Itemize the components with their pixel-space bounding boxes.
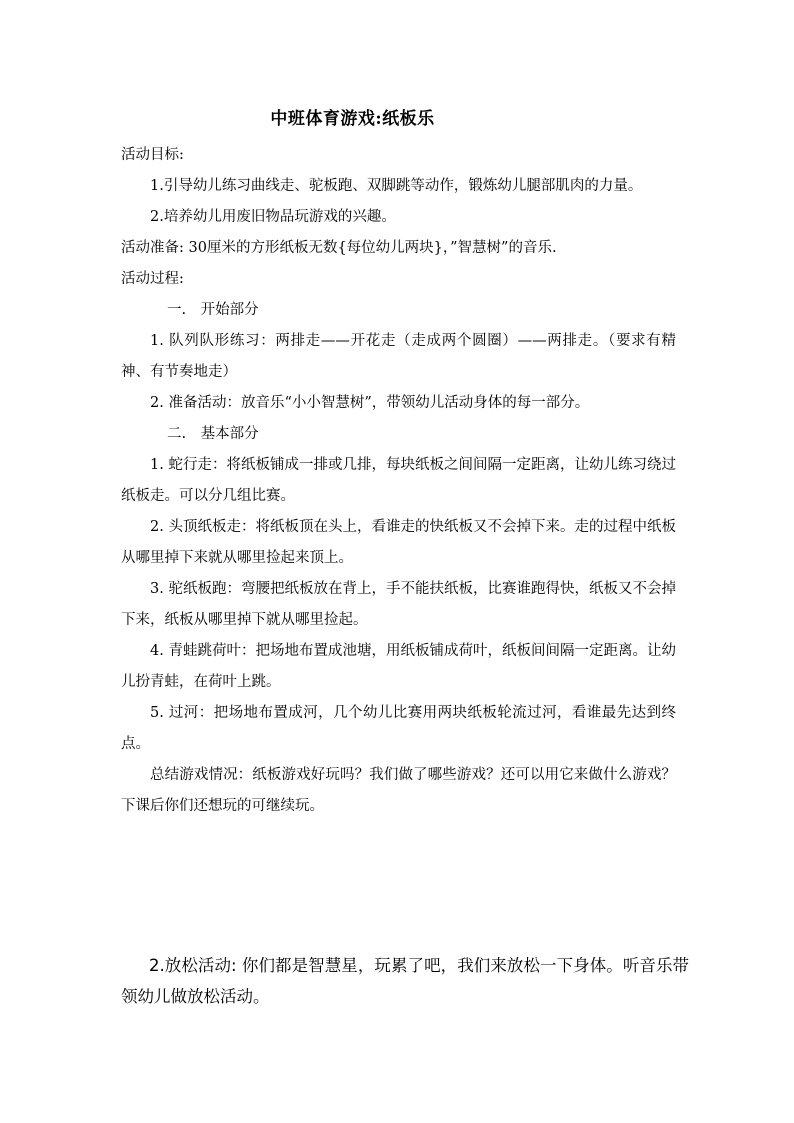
part-two-heading: 二. 基本部分	[167, 426, 259, 442]
goal-item-2: 2.培养幼儿用废旧物品玩游戏的兴趣。	[150, 209, 396, 225]
relax-activity-text: 2.放松活动: 你们都是智慧星，玩累了吧，我们来放松一下身体。听音乐带领幼儿做放松活动。	[121, 956, 689, 1006]
part-one-heading: 一. 开始部分	[167, 302, 259, 318]
part-two-item-1: 1. 蛇行走：将纸板铺成一排或几排，每块纸板之间间隔一定距离，让幼儿练习绕过纸板走。可以分几组比赛。	[121, 457, 676, 504]
goal-item-1: 1.引导幼儿练习曲线走、驼板跑、双脚跳等动作，锻炼幼儿腿部肌肉的力量。	[150, 178, 643, 194]
part-two-item-5: 5. 过河：把场地布置成河，几个幼儿比赛用两块纸板轮流过河，看谁最先达到终点。	[121, 705, 676, 752]
part-one-item-2: 2. 准备活动：放音乐“小小智慧树”，带领幼儿活动身体的每一部分。	[150, 395, 590, 411]
preparation-text: 活动准备: 30厘米的方形纸板无数{每位幼儿两块}，”智慧树”的音乐.	[121, 240, 557, 256]
process-heading: 活动过程:	[121, 271, 184, 287]
part-two-item-4: 4. 青蛙跳荷叶：把场地布置成池塘，用纸板铺成荷叶，纸板间间隔一定距离。让幼儿扮青蛙，在荷叶上跳。	[121, 643, 676, 690]
summary-text: 总结游戏情况：纸板游戏好玩吗？我们做了哪些游戏？还可以用它来做什么游戏？下课后你们还想玩的可继续玩。	[121, 767, 676, 814]
part-one-item-1: 1. 队列队形练习：两排走——开花走（走成两个圆圈）——两排走。（要求有精神、有节奏地走）	[121, 333, 676, 380]
document-title: 中班体育游戏:纸板乐	[270, 109, 435, 129]
part-two-item-2: 2. 头顶纸板走：将纸板顶在头上，看谁走的快纸板又不会掉下来。走的过程中纸板从哪里掉下来就从哪里捡起来顶上。	[121, 519, 676, 566]
goal-heading: 活动目标:	[121, 147, 184, 163]
part-two-item-3: 3. 驼纸板跑：弯腰把纸板放在背上，手不能扶纸板，比赛谁跑得快，纸板又不会掉下来，纸板从哪里掉下就从哪里捡起。	[121, 581, 676, 628]
